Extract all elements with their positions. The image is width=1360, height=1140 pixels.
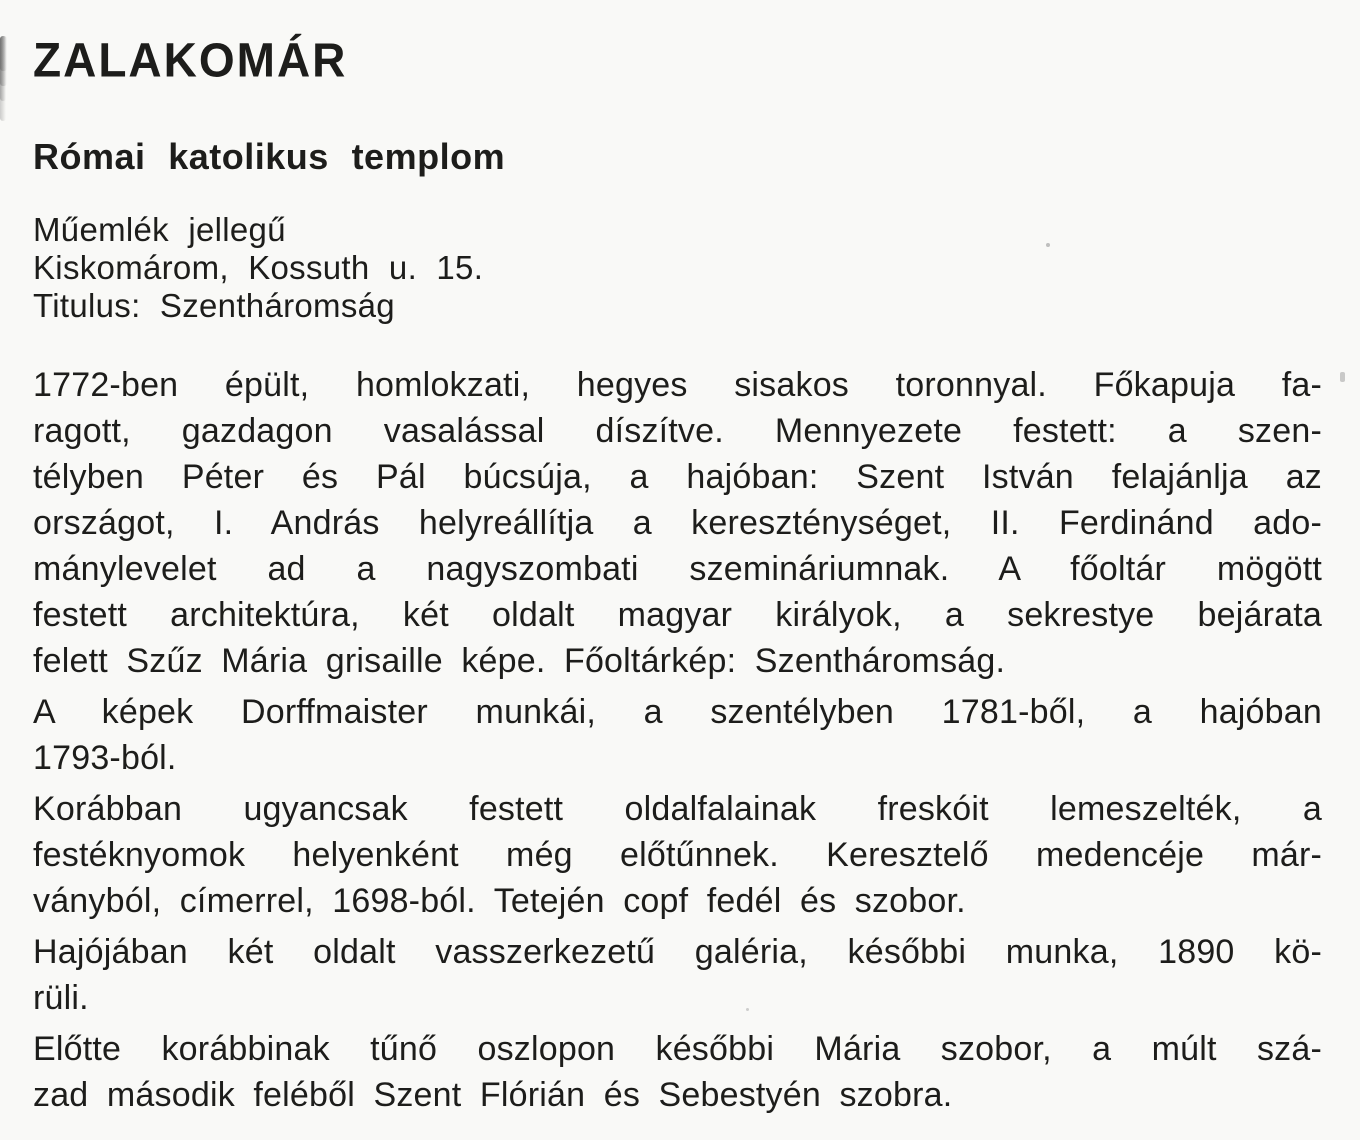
scan-edge-smudge: [0, 36, 7, 71]
text-line: rüli.: [33, 979, 89, 1017]
scan-edge-smudge: [0, 36, 6, 101]
text-line: Előtte korábbinak tűnő oszlopon későbbi Mária szobor, a múlt szá-: [33, 1030, 1322, 1068]
text-line: télyben Péter és Pál búcsúja, a hajóban: Szent István felajánlja az: [33, 458, 1322, 496]
paragraph: [33, 929, 1322, 1021]
text-line: ványból, címerrel, 1698-ból. Tetején copf fedél és szobor.: [33, 882, 966, 920]
paragraph: [33, 1026, 1322, 1118]
section-title: Római katolikus templom: [33, 136, 506, 177]
text-line: 1772-ben épült, homlokzati, hegyes sisakos toronnyal. Főkapuja fa-: [33, 366, 1322, 404]
text-line: zad második feléből Szent Flórián és Sebestyén szobra.: [33, 1076, 953, 1114]
paragraph: [33, 689, 1322, 781]
meta-line-titulus: Titulus: Szentháromság: [33, 287, 395, 324]
scan-edge-smudge: [0, 36, 6, 121]
page-title: ZALAKOMÁR: [33, 32, 348, 87]
text-line: felett Szűz Mária grisaille képe. Főoltárkép: Szentháromság.: [33, 642, 1006, 680]
scan-edge-smudge: [0, 36, 7, 86]
paragraph: [33, 786, 1322, 924]
text-line: 1793-ból.: [33, 739, 177, 777]
text-line: ragott, gazdagon vasalással díszítve. Mennyezete festett: a szen-: [33, 412, 1322, 450]
text-line: országot, I. András helyreállítja a kereszténységet, II. Ferdinánd ado-: [33, 504, 1322, 542]
text-line: Hajójában két oldalt vasszerkezetű galéria, későbbi munka, 1890 kö-: [33, 933, 1322, 971]
text-line: festett architektúra, két oldalt magyar királyok, a sekrestye bejárata: [33, 596, 1322, 634]
meta-line-address: Kiskomárom, Kossuth u. 15.: [33, 249, 484, 286]
text-line: mánylevelet ad a nagyszombati szemináriumnak. A főoltár mögött: [33, 550, 1322, 588]
text-line: festéknyomok helyenként még előtűnnek. Keresztelő medencéje már-: [33, 836, 1322, 874]
text-line: Korábban ugyancsak festett oldalfalainak freskóit lemeszelték, a: [33, 790, 1322, 828]
text-line: A képek Dorffmaister munkái, a szentélyben 1781-ből, a hajóban: [33, 693, 1322, 731]
monument-meta: [33, 211, 1322, 325]
paragraph: [33, 362, 1322, 684]
scan-speck: [1340, 372, 1345, 382]
description-text: [33, 362, 1322, 1118]
meta-line-designation: Műemlék jellegű: [33, 211, 286, 248]
